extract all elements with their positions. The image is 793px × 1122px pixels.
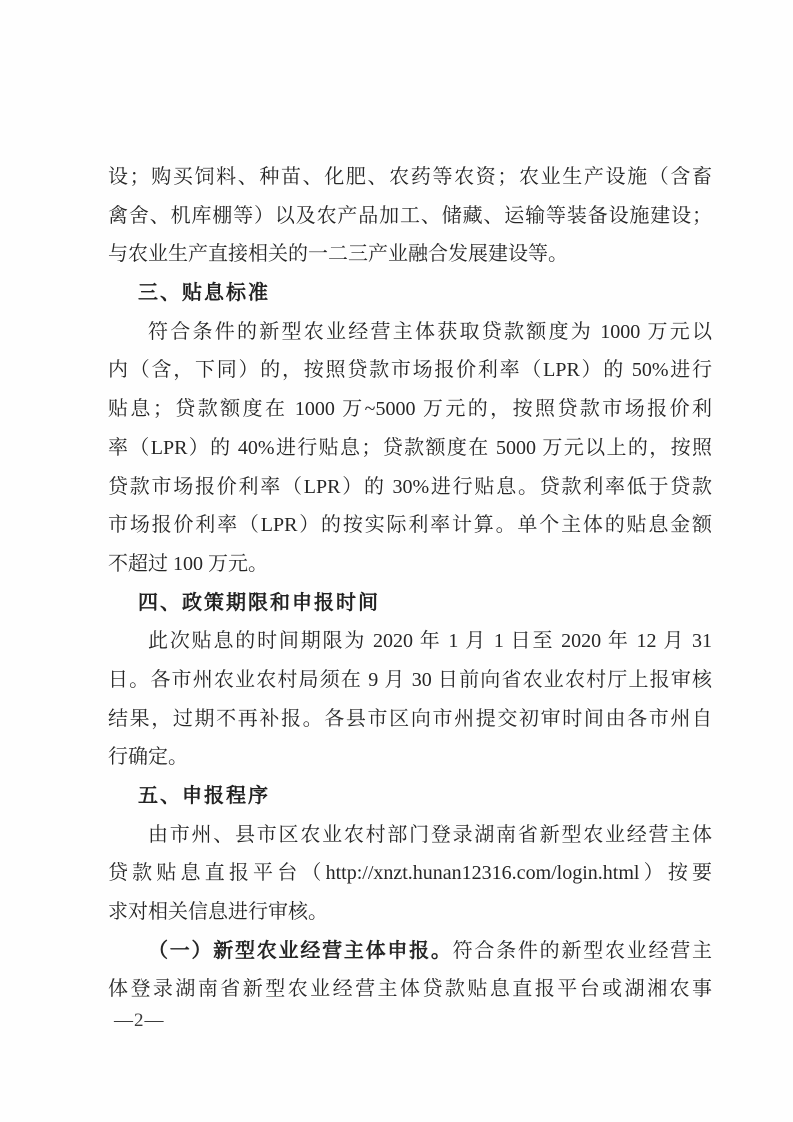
body-line: 不超过 100 万元。 — [108, 552, 268, 575]
body-line: 与农业生产直接相关的一二三产业融合发展建设等。 — [108, 243, 568, 266]
section-heading-4: 四、政策期限和申报时间 — [138, 591, 380, 614]
section-heading-3: 三、贴息标准 — [138, 282, 270, 305]
body-line: 求对相关信息进行审核。 — [108, 901, 328, 924]
body-line: 率（LPR）的 40%进行贴息；贷款额度在 5000 万元以上的，按照 — [108, 436, 712, 459]
item-lead-label: （一）新型农业经营主体申报。 — [148, 939, 453, 962]
body-line: 由市州、县市区农业农村部门登录湖南省新型农业经营主体 — [148, 823, 712, 846]
body-line: 结果，过期不再补报。各县市区向市州提交初审时间由各市州自 — [108, 707, 712, 730]
body-line: 内（含，下同）的，按照贷款市场报价利率（LPR）的 50%进行 — [108, 359, 712, 382]
item-lead-rest: 符合条件的新型农业经营主 — [452, 939, 712, 962]
body-line: 贷款市场报价利率（LPR）的 30%进行贴息。贷款利率低于贷款 — [108, 475, 712, 498]
body-line: 市场报价利率（LPR）的按实际利率计算。单个主体的贴息金额 — [108, 514, 712, 537]
body-line: 符合条件的新型农业经营主体获取贷款额度为 1000 万元以 — [148, 320, 712, 343]
body-line: 体登录湖南省新型农业经营主体贷款贴息直报平台或湖湘农事 — [108, 978, 712, 1001]
section-heading-5: 五、申报程序 — [138, 785, 270, 807]
page-number: —2— — [114, 1010, 165, 1031]
body-line: 日。各市州农业农村局须在 9 月 30 日前向省农业农村厅上报审核 — [108, 668, 712, 691]
body-line: 禽舍、机库棚等）以及农产品加工、储藏、运输等装备设施建设； — [108, 204, 712, 227]
body-line: 贴息；贷款额度在 1000 万~5000 万元的，按照贷款市场报价利 — [108, 398, 712, 421]
document-body — [108, 158, 712, 1009]
body-line platform-url-line: 贷款贴息直报平台（http://xnzt.hunan12316.com/login.html）按要 — [108, 862, 712, 885]
body-line: 行确定。 — [108, 746, 188, 769]
body-line: 此次贴息的时间期限为 2020 年 1 月 1 日至 2020 年 12 月 31 — [148, 630, 712, 653]
body-line — [108, 932, 712, 971]
body-line: 设；购买饲料、种苗、化肥、农药等农资；农业生产设施（含畜 — [108, 166, 712, 188]
